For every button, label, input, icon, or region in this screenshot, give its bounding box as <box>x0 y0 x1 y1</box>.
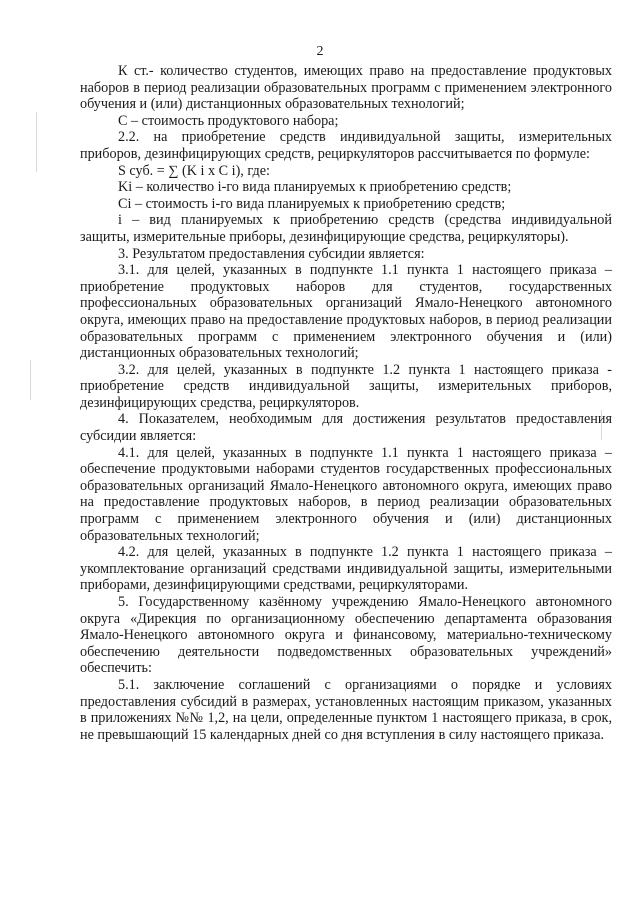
paragraph: 3.1. для целей, указанных в подпункте 1.1 пункта 1 настоящего приказа – приобретение продуктовых наборов для студентов, государственных профессиональных образовательных организаций Ямало-Ненецкого автономного округа, имеющих право на предоставление продуктовых наборов, в период реализации образовательных программ с применением электронного обучения и (или) дистанционных образовательных технологий; <box>80 262 612 362</box>
paragraph: 5.1. заключение соглашений с организациями о порядке и условиях предоставления субсидий в размерах, установленных настоящим приказом, указанных в приложениях №№ 1,2, на цели, определенные пунктом 1 настоящего приказа, в срок, не превышающий 15 календарных дней со дня вступления в силу настоящего приказа. <box>80 676 612 743</box>
paragraph: 3.2. для целей, указанных в подпункте 1.2 пункта 1 настоящего приказа - приобретение средств индивидуальной защиты, измерительных приборов, дезинфицирующих средства, рециркуляторов. <box>80 361 612 411</box>
paragraph: 5. Государственному казённому учреждению Ямало-Ненецкого автономного округа «Дирекция по организационному обеспечению департамента образования Ямало-Ненецкого автономного округа и финансовому, материально-техническому обеспечению деятельности подведомственных образовательных учреждений» обеспечить: <box>80 594 612 677</box>
paragraph: Ci – стоимость i-го вида планируемых к приобретению средств; <box>118 195 506 212</box>
paragraph: Ki – количество i-го вида планируемых к приобретению средств; <box>118 179 512 196</box>
paragraph: 4. Показателем, необходимым для достижения результатов предоставления субсидии является: <box>80 411 612 445</box>
scan-artifact <box>36 112 37 172</box>
paragraph: 3. Результатом предоставления субсидии является: <box>118 245 425 262</box>
formula: S суб. = ∑ (K i x C i), где: <box>118 162 270 179</box>
paragraph: 4.1. для целей, указанных в подпункте 1.1 пункта 1 настоящего приказа – обеспечение продуктовыми наборами студентов государственных профессиональных образовательных организаций Ямало-Ненецкого автономного округа, имеющих право на предоставление продуктовых наборов, в период реализации образовательных программ с применением электронного обучения и (или) дистанционных образовательных технологий; <box>80 444 612 544</box>
page-number: 2 <box>316 44 324 59</box>
paragraph: 2.2. на приобретение средств индивидуальной защиты, измерительных приборов, дезинфицирующих средств, рециркуляторов рассчитывается по формуле: <box>80 129 612 162</box>
scan-artifact <box>30 360 31 400</box>
paragraph: i – вид планируемых к приобретению средств (средства индивидуальной защиты, измерительные приборы, дезинфицирующие средства, рециркуляторы). <box>80 212 612 245</box>
document-body <box>80 63 612 743</box>
paragraph: 4.2. для целей, указанных в подпункте 1.2 пункта 1 настоящего приказа – укомплектование организаций средствами индивидуальной защиты, измерительными приборами, дезинфицирующими средствами, рециркуляторами. <box>80 544 612 594</box>
paragraph: С – стоимость продуктового набора; <box>118 112 339 129</box>
paragraph: К ст.- количество студентов, имеющих право на предоставление продуктовых наборов в период реализации образовательных программ с применением электронного обучения и (или) дистанционных образовательных технологий; <box>80 63 612 113</box>
